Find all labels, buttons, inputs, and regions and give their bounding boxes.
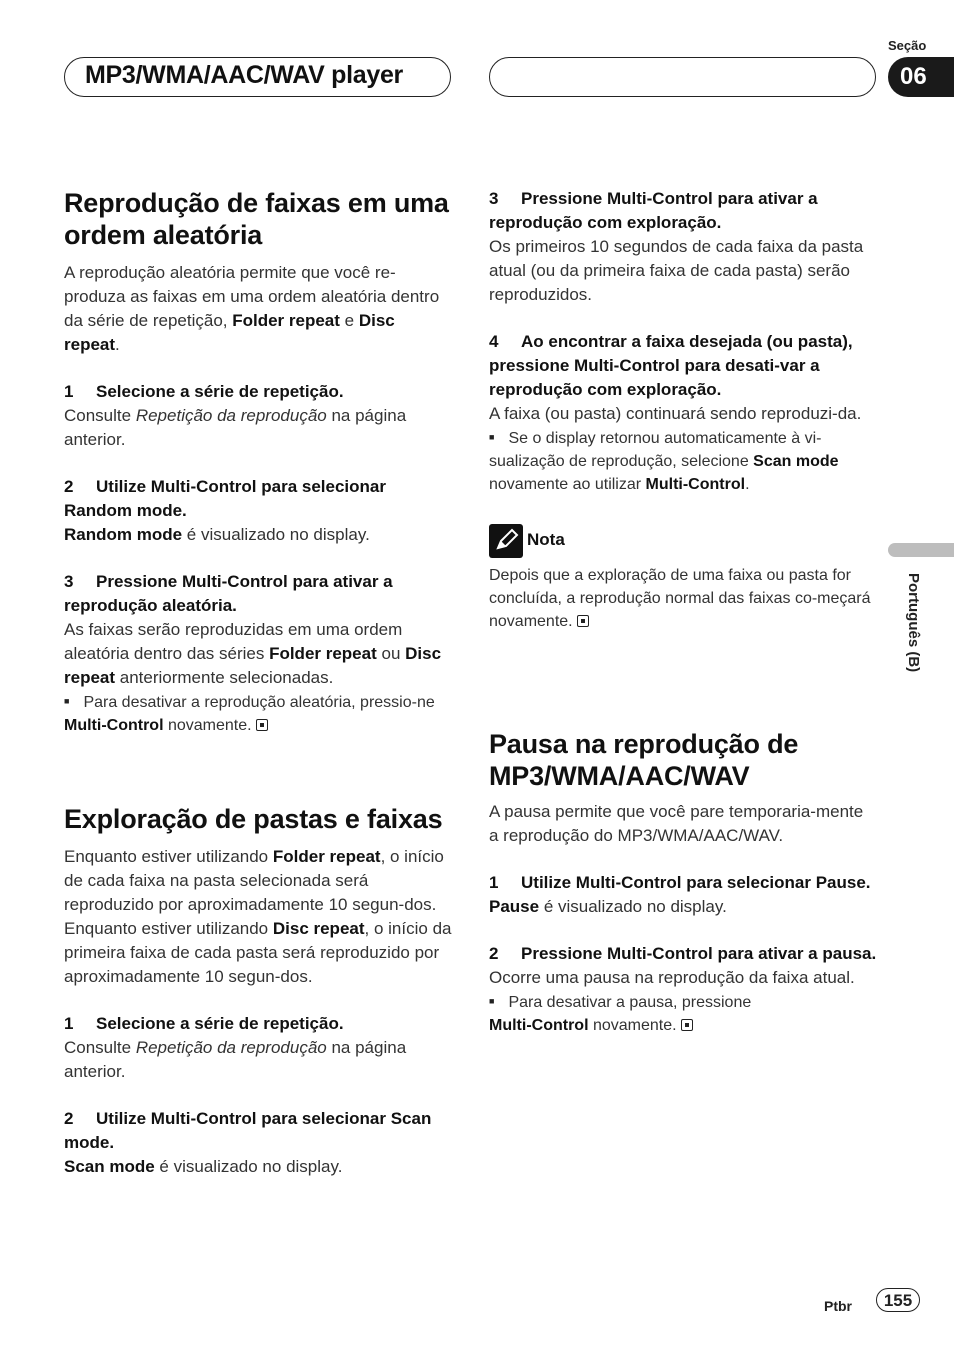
scan-step2-text: Scan mode é visualizado no display. <box>64 1157 343 1176</box>
random-step3-text: As faixas serão reproduzidas em uma ordem aleatória dentro das séries Folder repeat ou Disc repeat anteriormente selecionadas. <box>64 620 442 687</box>
scan-step1: 1 Selecione a série de repetição. <box>64 1014 344 1033</box>
pause-step1: 1 Utilize Multi-Control para selecionar Pause. <box>489 873 871 892</box>
random-bullet: ■ Para desativar a reprodução aleatória, pressio-ne Multi-Control novamente. <box>64 690 452 737</box>
scan-step3: 3 Pressione Multi-Control para ativar a reprodução com exploração. <box>489 189 818 232</box>
scan-continued <box>489 187 877 633</box>
random-step1-text: Consulte Repetição da reprodução na página anterior. <box>64 406 407 449</box>
random-step3: 3 Pressione Multi-Control para ativar a reprodução aleatória. <box>64 572 393 615</box>
pause-step1-text: Pause é visualizado no display. <box>489 897 727 916</box>
side-language-label: Português (B) <box>905 573 922 673</box>
side-tab-marker <box>888 543 954 557</box>
scan-bullet: ■ Se o display retornou automaticamente à vi-sualização de reprodução, selecione Scan mode novamente ao utilizar Multi-Control. <box>489 426 877 496</box>
pause-section <box>489 728 877 1037</box>
scan-step4: 4 Ao encontrar a faixa desejada (ou pasta), pressione Multi-Control para desati-var a reprodução com exploração. <box>489 332 853 399</box>
end-mark-icon <box>256 719 268 731</box>
end-mark-icon <box>577 615 589 627</box>
random-step1: 1 Selecione a série de repetição. <box>64 382 344 401</box>
pause-intro: A pausa permite que você pare temporaria-mente a reprodução do MP3/WMA/AAC/WAV. <box>489 802 864 845</box>
end-mark-icon <box>681 1019 693 1031</box>
section-number-badge: 06 <box>888 57 954 97</box>
section-label: Seção <box>888 38 927 53</box>
pause-step2: 2 Pressione Multi-Control para ativar a pausa. <box>489 944 877 963</box>
scan-intro: Enquanto estiver utilizando Folder repeat, o início de cada faixa na pasta selecionada será reproduzido por aproximadamente 10 segun-dos. Enquanto estiver utilizando Disc repeat, o início da primeira faixa de cada pasta será reproduzido por aproximadamente 10 segun-dos. <box>64 847 452 986</box>
footer-language-code: Ptbr <box>824 1298 852 1314</box>
scan-heading: Exploração de pastas e faixas <box>64 804 443 834</box>
random-step2: 2 Utilize Multi-Control para selecionar Random mode. <box>64 477 386 520</box>
section-title: MP3/WMA/AAC/WAV player <box>85 61 403 89</box>
pause-step2-text: Ocorre uma pausa na reprodução da faixa atual. <box>489 968 855 987</box>
random-section <box>64 187 452 737</box>
note-pencil-icon <box>489 524 523 558</box>
scan-step4-text: A faixa (ou pasta) continuará sendo reproduzi-da. <box>489 404 862 423</box>
pause-bullet: ■ Para desativar a pausa, pressione Multi-Control novamente. <box>489 990 877 1037</box>
page-number: 155 <box>876 1288 920 1312</box>
random-heading: Reprodução de faixas em uma ordem aleatória <box>64 188 449 250</box>
note-text: Depois que a exploração de uma faixa ou pasta for concluída, a reprodução normal das faixas co-meçará novamente. <box>489 567 871 630</box>
note-header <box>489 524 877 558</box>
note-title: Nota <box>527 530 565 550</box>
section-title-pill <box>64 57 451 97</box>
random-intro: A reprodução aleatória permite que você re-produza as faixas em uma ordem aleatória dentro da série de repetição, Folder repeat e Disc repeat. <box>64 263 440 354</box>
scan-step1-text: Consulte Repetição da reprodução na página anterior. <box>64 1038 407 1081</box>
header-empty-pill <box>489 57 876 97</box>
scan-section <box>64 803 452 1179</box>
random-step2-text: Random mode é visualizado no display. <box>64 525 370 544</box>
scan-step3-text: Os primeiros 10 segundos de cada faixa da pasta atual (ou da primeira faixa de cada pasta) serão reproduzidos. <box>489 237 864 304</box>
pause-heading: Pausa na reprodução de MP3/WMA/AAC/WAV <box>489 729 799 791</box>
scan-step2: 2 Utilize Multi-Control para selecionar Scan mode. <box>64 1109 432 1152</box>
